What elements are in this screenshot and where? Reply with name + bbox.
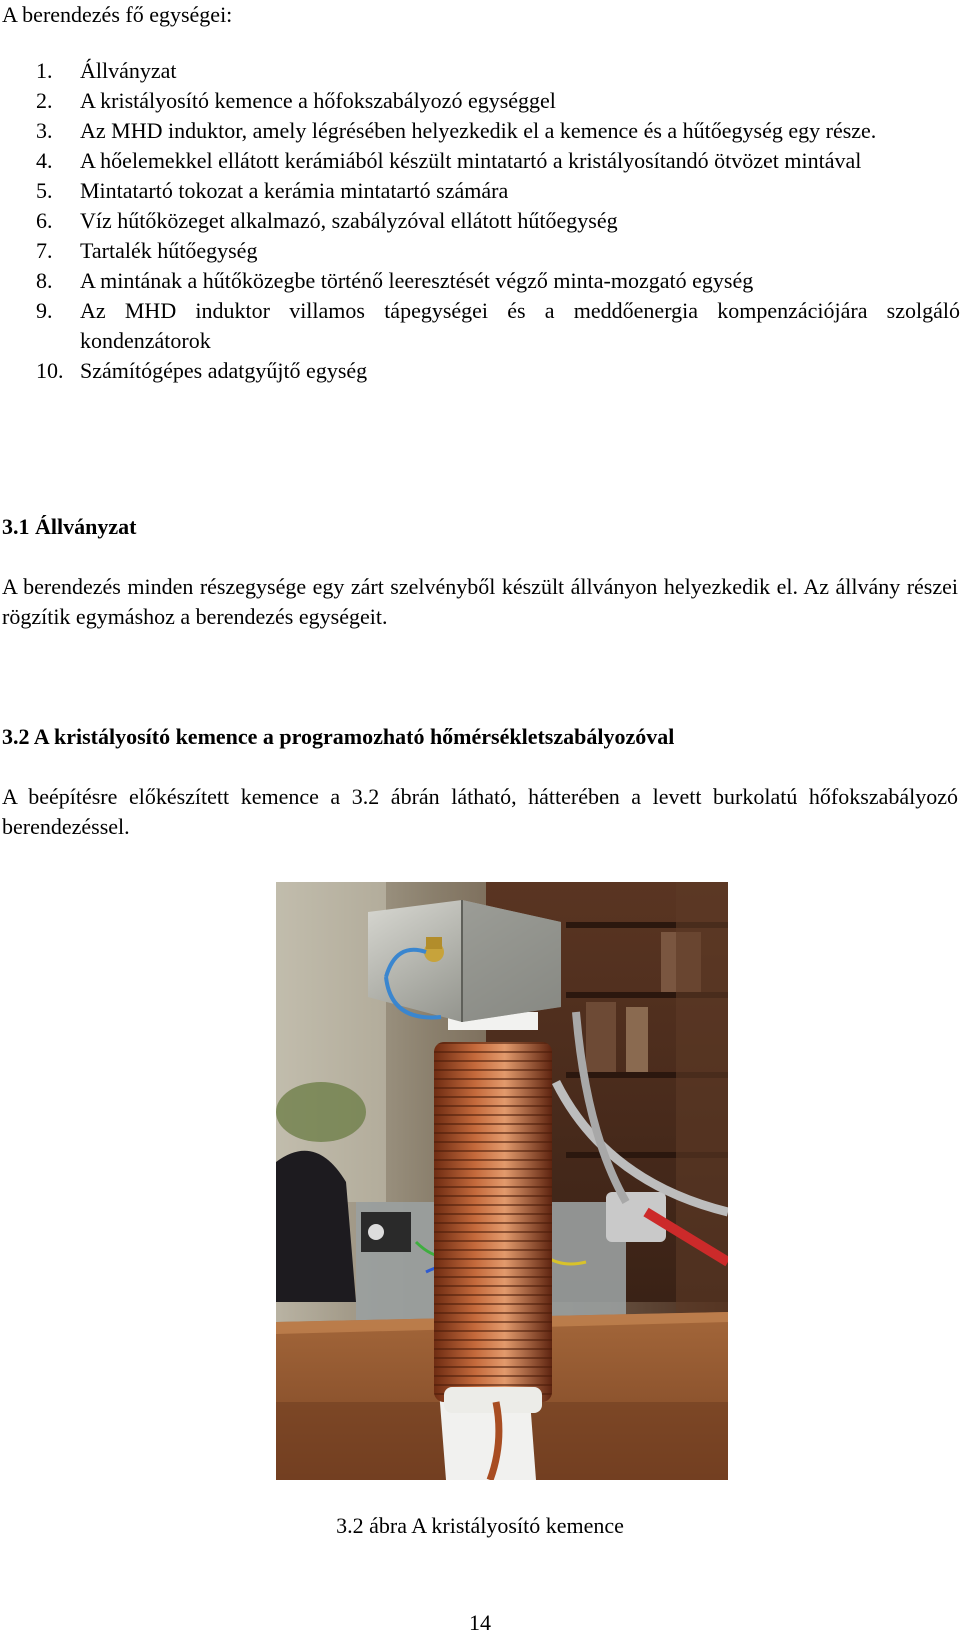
list-item	[36, 206, 960, 236]
list-item-text: A hőelemekkel ellátott kerámiából készült mintatartó a kristályosítandó ötvözet mintával	[80, 148, 862, 173]
furnace-photo-illustration	[276, 882, 728, 1480]
intro-text: A berendezés fő egységei:	[2, 2, 233, 27]
section-paragraph-3-1: A berendezés minden részegysége egy zárt szelvényből készült állványon helyezkedik el. Az állvány részei rögzítik egymáshoz a berendezés egységeit.	[2, 574, 958, 629]
list-item	[36, 296, 960, 356]
section-heading-3-2: 3.2 A kristályosító kemence a programozható hőmérsékletszabályozóval	[2, 724, 675, 749]
list-item-number: 2.	[36, 88, 53, 113]
list-item-text: A mintának a hűtőközegbe történő leeresztését végző minta-mozgató egység	[80, 268, 754, 293]
list-item	[36, 266, 960, 296]
list-item-text: Az MHD induktor, amely légrésében helyezkedik el a kemence és a hűtőegység egy része.	[80, 118, 877, 143]
list-item-number: 1.	[36, 58, 53, 83]
list-item-number: 10.	[36, 358, 64, 383]
list-item	[36, 116, 960, 146]
list-item	[36, 56, 960, 86]
list-item	[36, 146, 960, 176]
list-item-text: Tartalék hűtőegység	[80, 238, 258, 263]
list-item	[36, 86, 960, 116]
list-item-text: Mintatartó tokozat a kerámia mintatartó számára	[80, 178, 509, 203]
list-item-number: 6.	[36, 208, 53, 233]
section-heading-3-1: 3.1 Állványzat	[2, 514, 137, 539]
list-item-text: Az MHD induktor villamos tápegységei és a meddőenergia kompenzációjára szolgáló kondenzátorok	[80, 298, 960, 353]
figure-caption: 3.2 ábra A kristályosító kemence	[336, 1513, 624, 1538]
units-list	[36, 56, 960, 386]
furnace-photo	[276, 882, 728, 1480]
section-paragraph-3-2: A beépítésre előkészített kemence a 3.2 ábrán látható, hátterében a levett burkolatú hőfokszabályozó berendezéssel.	[2, 784, 958, 839]
list-item-text: Víz hűtőközeget alkalmazó, szabályzóval ellátott hűtőegység	[80, 208, 618, 233]
list-item-text: A kristályosító kemence a hőfokszabályozó egységgel	[80, 88, 556, 113]
list-item-number: 4.	[36, 148, 53, 173]
list-item-number: 9.	[36, 298, 53, 323]
page-number: 14	[469, 1610, 491, 1635]
list-item-number: 7.	[36, 238, 53, 263]
list-item-text: Állványzat	[80, 58, 177, 83]
list-item-number: 5.	[36, 178, 53, 203]
list-item-text: Számítógépes adatgyűjtő egység	[80, 358, 368, 383]
list-item-number: 3.	[36, 118, 53, 143]
list-item	[36, 356, 960, 386]
list-item	[36, 176, 960, 206]
list-item	[36, 236, 960, 266]
list-item-number: 8.	[36, 268, 53, 293]
